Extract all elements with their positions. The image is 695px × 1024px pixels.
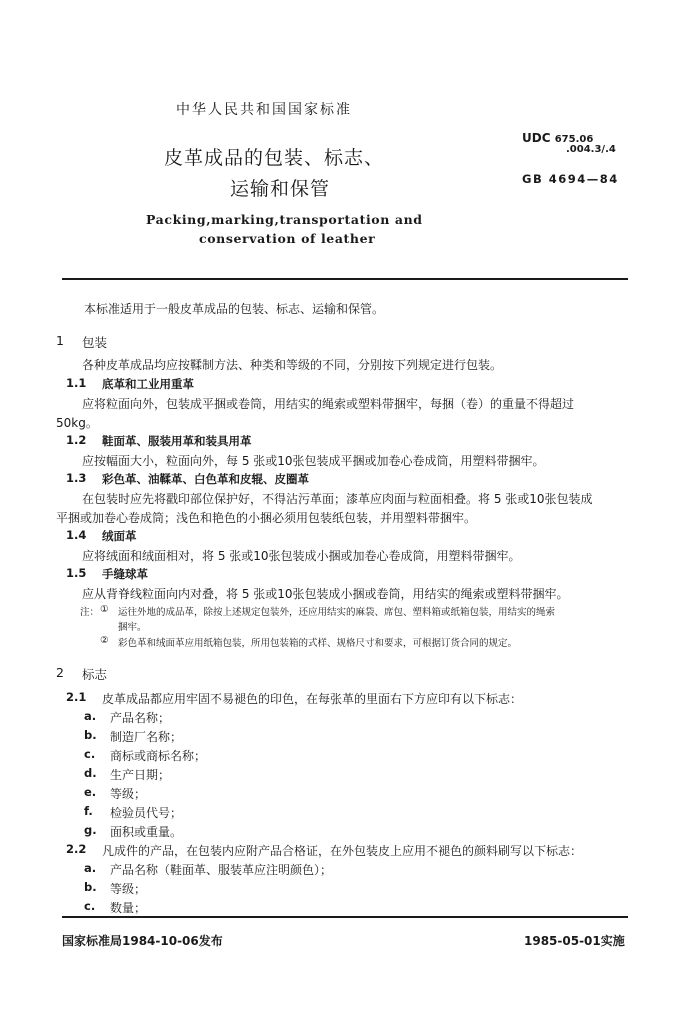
- english-title-line2: conservation of leather: [199, 231, 376, 246]
- note-1-text-line1: 运往外地的成品革，除按上述规定包装外，还应用结实的麻袋、席包、塑料箱或纸箱包装，用结实的绳索: [118, 607, 556, 618]
- subsection-2-2-number: 2.2: [66, 842, 87, 856]
- list1-item-f-label: f.: [84, 804, 93, 818]
- note-1-text-line2: 捆牢。: [118, 622, 147, 633]
- list1-item-a-label: a.: [84, 709, 97, 723]
- udc-number-line2: .004.3/.4: [566, 144, 616, 155]
- gb-code: GB 4694—84: [522, 172, 619, 186]
- subsection-1-4-text: 应将绒面和绒面相对，将 5 张或10张包装成小捆或加卷心卷成筒，用塑料带捆牢。: [82, 549, 521, 563]
- subsection-2-2-text: 凡成件的产品，在包装内应附产品合格证，在外包装皮上应用不褪色的颜料刷写以下标志：: [102, 844, 583, 858]
- document-title-line2: 运输和保管: [230, 178, 331, 200]
- list1-item-e-text: 等级；: [110, 787, 147, 801]
- intro-paragraph: 本标准适用于一般皮革成品的包装、标志、运输和保管。: [84, 302, 385, 316]
- subsection-1-2-title: 鞋面革、服装用革和装具用革: [102, 434, 252, 448]
- list1-item-c-text: 商标或商标名称；: [110, 749, 207, 763]
- document-title-line1: 皮革成品的包装、标志、: [164, 147, 385, 169]
- note-2-mark: ②: [100, 635, 109, 646]
- subsection-1-3-text-line2: 平捆或加卷心卷成筒；浅色和艳色的小捆必须用包装纸包装，并用塑料带捆牢。: [56, 511, 477, 525]
- list1-item-g-label: g.: [84, 823, 97, 837]
- subsection-1-1-title: 底革和工业用重革: [102, 377, 194, 391]
- section-1-intro: 各种皮革成品均应按鞣制方法、种类和等级的不同，分别按下列规定进行包装。: [82, 358, 503, 372]
- subsection-1-2-number: 1.2: [66, 433, 87, 447]
- header-divider: [62, 278, 628, 280]
- list1-item-f-text: 检验员代号；: [110, 806, 183, 820]
- subsection-1-4-title: 绒面革: [102, 529, 137, 543]
- subsection-1-1-text-line2: 50kg。: [56, 416, 98, 430]
- list1-item-b-text: 制造厂名称；: [110, 730, 183, 744]
- section-1-title: 包装: [82, 335, 108, 350]
- list2-item-b-label: b.: [84, 880, 97, 894]
- list1-item-e-label: e.: [84, 785, 97, 799]
- standard-org-title: 中华人民共和国国家标准: [176, 102, 352, 118]
- note-2-text: 彩色革和绒面革应用纸箱包装，所用包装箱的式样、规格尺寸和要求，可根据订货合同的规定。: [118, 638, 518, 649]
- subsection-1-1-number: 1.1: [66, 376, 87, 390]
- note-label: 注：: [80, 607, 100, 618]
- subsection-1-3-number: 1.3: [66, 471, 87, 485]
- subsection-1-1-text-line1: 应将粒面向外，包装成平捆或卷筒，用结实的绳索或塑料带捆牢，每捆（卷）的重量不得超过: [82, 397, 575, 411]
- subsection-1-3-text-line1: 在包装时应先将戳印部位保护好，不得沾污革面；漆革应肉面与粒面相叠。将 5 张或10张包装成: [82, 492, 593, 506]
- subsection-1-5-title: 手缝球革: [102, 567, 148, 581]
- subsection-2-1-number: 2.1: [66, 690, 87, 704]
- section-1-number: 1: [56, 333, 64, 348]
- list1-item-a-text: 产品名称；: [110, 711, 171, 725]
- list2-item-a-label: a.: [84, 861, 97, 875]
- udc-number-line1: 675.06: [554, 134, 594, 145]
- list2-item-c-text: 数量；: [110, 901, 147, 915]
- subsection-2-1-text: 皮革成品都应用牢固不易褪色的印色，在每张革的里面右下方应印有以下标志：: [102, 692, 523, 706]
- list1-item-d-label: d.: [84, 766, 97, 780]
- list2-item-c-label: c.: [84, 899, 96, 913]
- subsection-1-3-title: 彩色革、油鞣革、白色革和皮辊、皮圈革: [102, 472, 309, 486]
- subsection-1-2-text: 应按幅面大小，粒面向外，每 5 张或10张包装成平捆或加卷心卷成筒，用塑料带捆牢。: [82, 454, 545, 468]
- english-title-line1: Packing,marking,transportation and: [146, 212, 423, 227]
- list2-item-b-text: 等级；: [110, 882, 147, 896]
- footer-divider: [62, 916, 628, 918]
- effective-date: 1985-05-01实施: [524, 934, 625, 948]
- subsection-1-5-text: 应从背脊线粒面向内对叠，将 5 张或10张包装成小捆或卷筒，用结实的绳索或塑料带捆牢。: [82, 587, 569, 601]
- section-2-title: 标志: [82, 667, 108, 682]
- list1-item-c-label: c.: [84, 747, 96, 761]
- list2-item-a-text: 产品名称（鞋面革、服装革应注明颜色）；: [110, 863, 333, 877]
- udc-code: [522, 131, 593, 145]
- section-2-number: 2: [56, 665, 64, 680]
- issue-date: 国家标准局1984-10-06发布: [62, 934, 223, 948]
- udc-label: UDC: [522, 131, 551, 145]
- subsection-1-5-number: 1.5: [66, 566, 87, 580]
- list1-item-d-text: 生产日期；: [110, 768, 171, 782]
- list1-item-g-text: 面积或重量。: [110, 825, 183, 839]
- note-1-mark: ①: [100, 604, 109, 615]
- subsection-1-4-number: 1.4: [66, 528, 87, 542]
- list1-item-b-label: b.: [84, 728, 97, 742]
